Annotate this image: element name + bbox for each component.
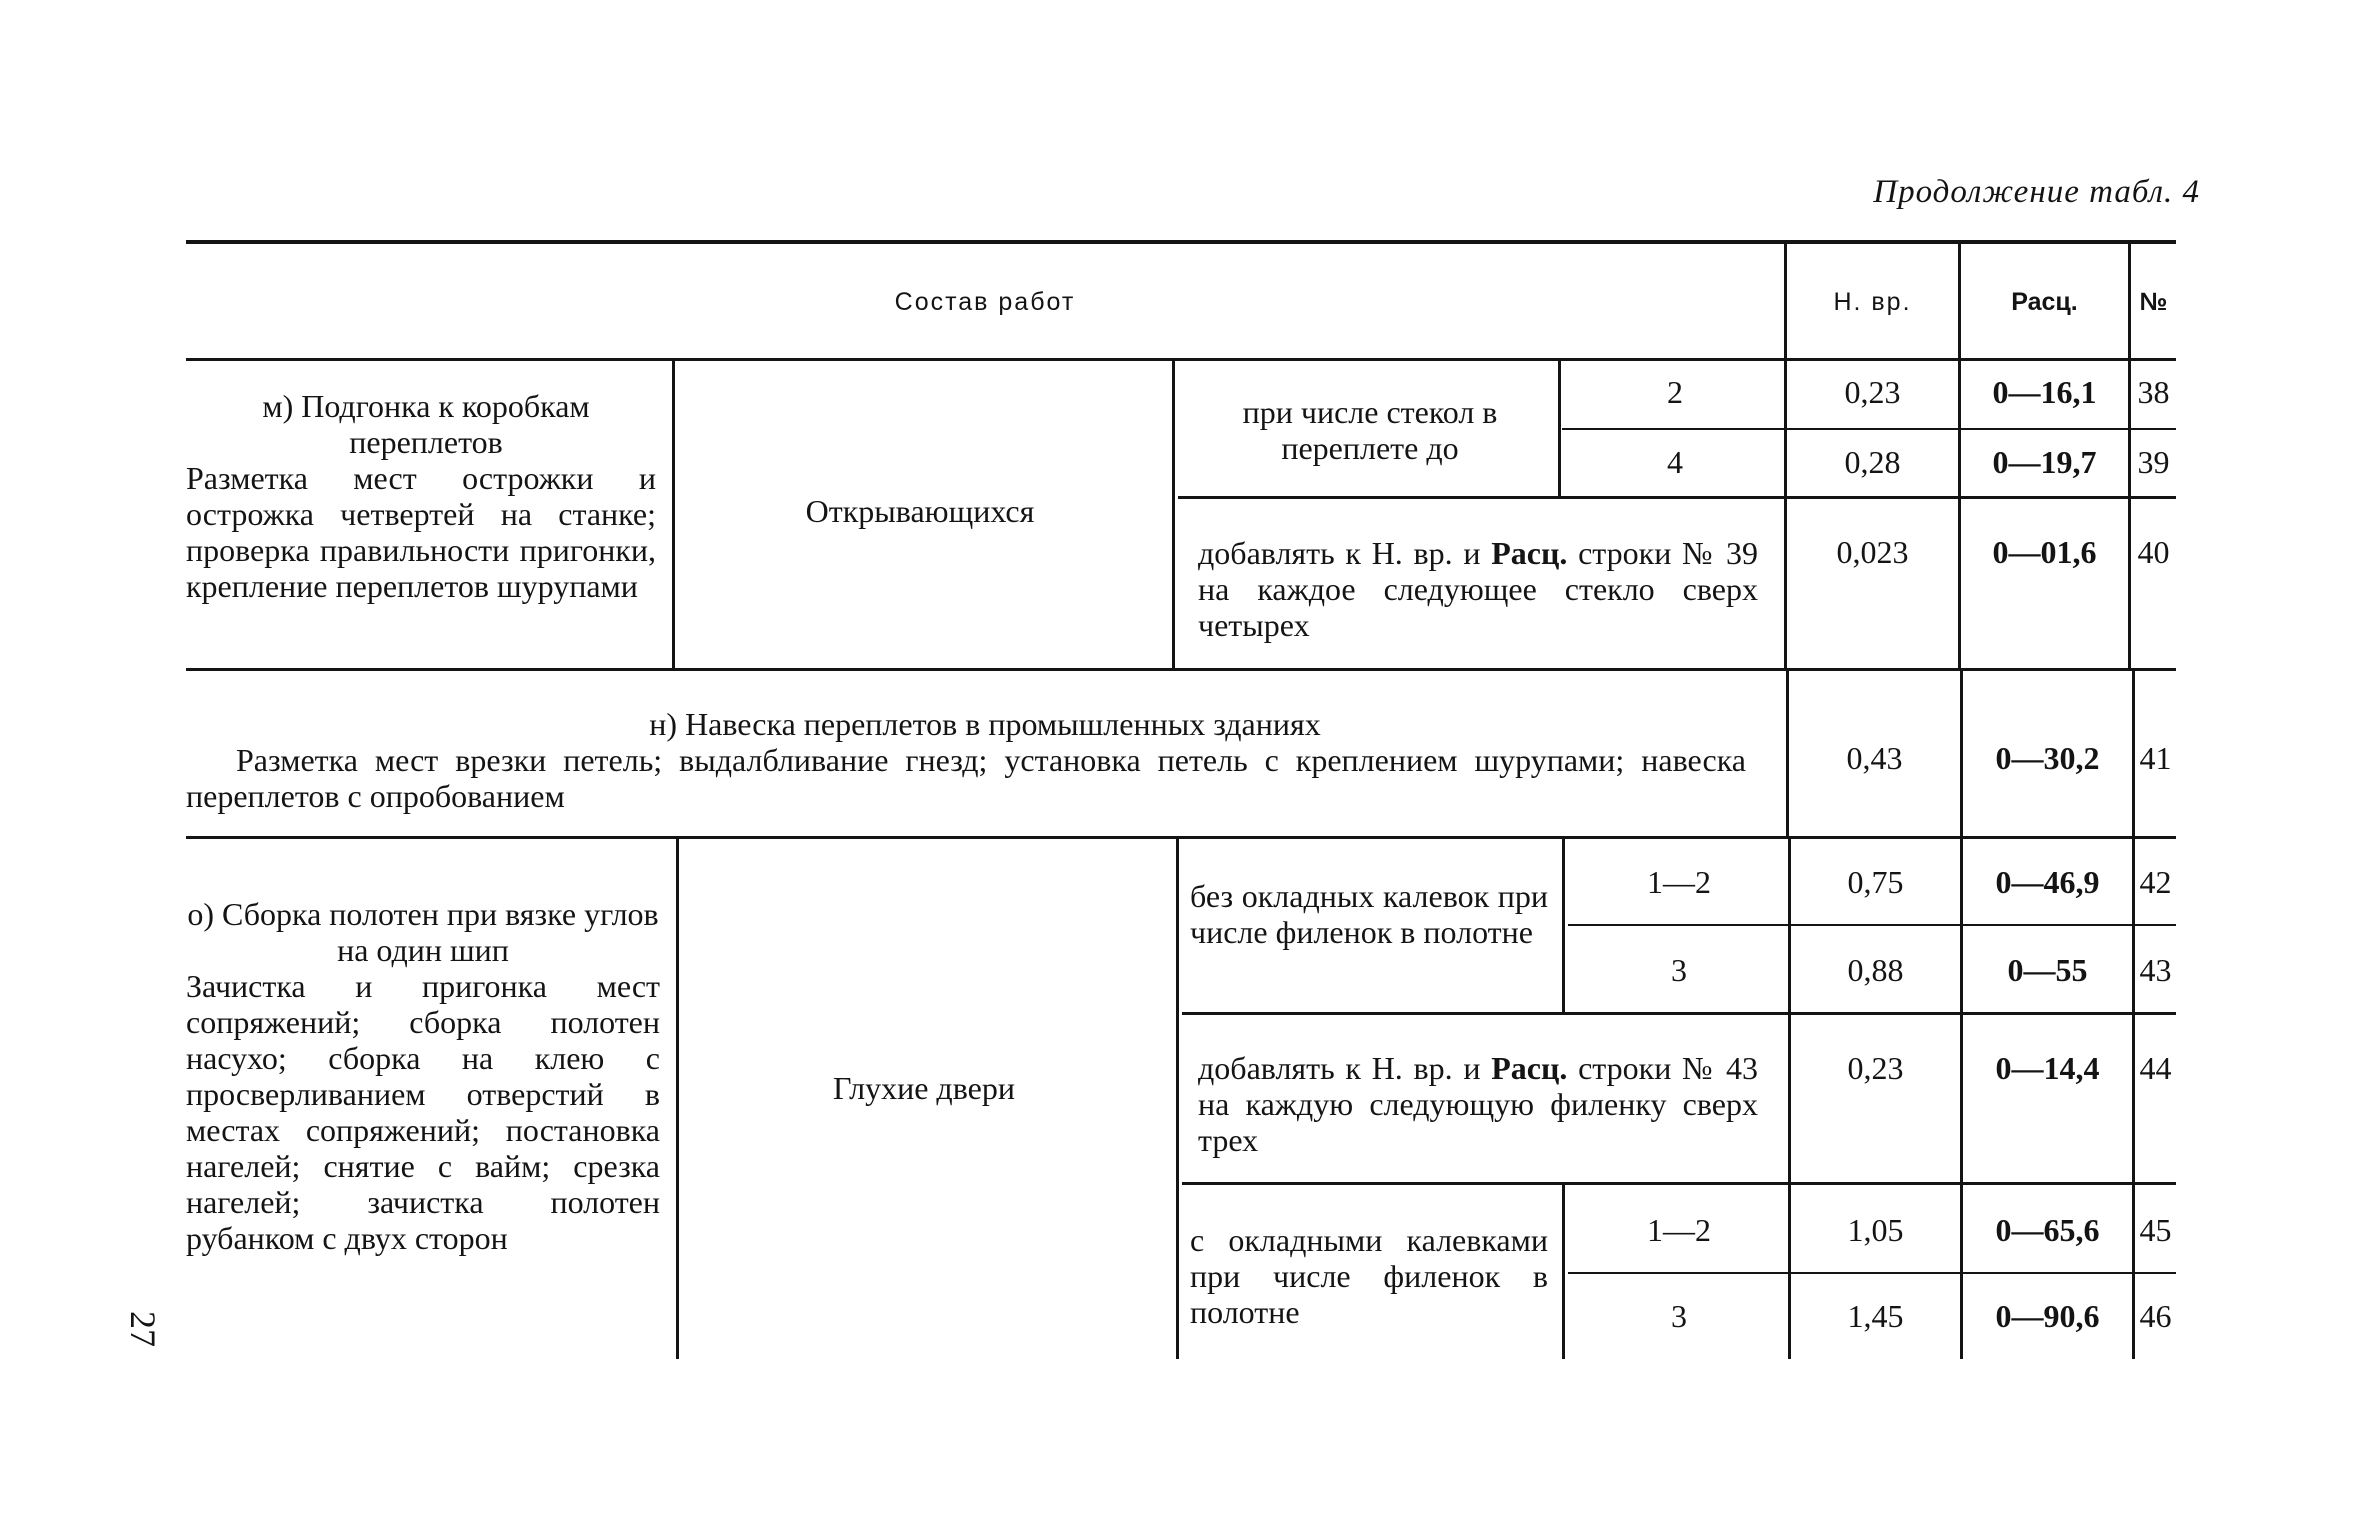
row-43-rate: 0—55: [2007, 952, 2088, 988]
row-39-time: 0,28: [1844, 444, 1901, 480]
header-time: Н. вр.: [1833, 288, 1912, 316]
row-40-text-bold: Расц.: [1491, 535, 1568, 571]
row-44-text-post: строки № 43 на каждую следующую филенку сверх трех: [1198, 1050, 1759, 1158]
section-m-title: м) Подгонка к коробкам переплетов: [262, 388, 590, 460]
row-45-rate: 0—65,6: [1995, 1212, 2100, 1248]
header-rate: Расц.: [2011, 288, 2078, 316]
row-40-text: [1198, 535, 1758, 643]
o-vrule-time: [1788, 839, 1791, 1359]
section-m-type: Открывающихся: [805, 493, 1035, 529]
o-vrule-count-1: [1562, 839, 1565, 1012]
row-42-rate: 0—46,9: [1995, 864, 2100, 900]
row-46-rate: 0—90,6: [1995, 1298, 2100, 1334]
row-46-time: 1,45: [1847, 1298, 1904, 1334]
section-o-title: о) Сборка полотен при вязке углов на один шип: [187, 896, 659, 968]
row-39-count: 4: [1667, 444, 1683, 480]
row-44-time: 0,23: [1847, 1050, 1904, 1086]
section-o-group2-condition: с окладными калевками при числе филенок в полотне: [1190, 1222, 1548, 1330]
row-40-no: 40: [2137, 534, 2170, 570]
row-44-rate: 0—14,4: [1995, 1050, 2100, 1086]
row-46-count: 3: [1671, 1298, 1687, 1334]
row-41-time: 0,43: [1846, 740, 1903, 776]
o-vrule-count-2: [1562, 1185, 1565, 1359]
row-39-rate: 0—19,7: [1992, 444, 2097, 480]
o-vrule-no: [2132, 839, 2135, 1359]
section-m-condition: при числе стекол в переплете до: [1242, 394, 1498, 466]
row-43-no: 43: [2139, 952, 2172, 988]
o-subrule-43: [1182, 1012, 2176, 1015]
table-top-rule: [186, 240, 2176, 244]
m-subrule-39: [1178, 496, 2176, 499]
row-39-no: 39: [2137, 444, 2170, 480]
header-no: №: [2139, 288, 2168, 316]
row-44-no: 44: [2139, 1050, 2172, 1086]
section-n-description: Разметка мест врезки петель; выдалбливание гнезд; установка петель с креплением шурупами; навеска переплетов с опробованием: [186, 742, 1746, 814]
o-subrule-44: [1182, 1182, 2176, 1185]
section-n-title: н) Навеска переплетов в промышленных зданиях: [649, 706, 1321, 742]
m-subrule-38: [1562, 428, 2176, 430]
row-44-text-bold: Расц.: [1491, 1050, 1568, 1086]
row-38-time: 0,23: [1844, 374, 1901, 410]
m-bottom-rule: [186, 668, 2176, 671]
row-38-count: 2: [1667, 374, 1683, 410]
row-45-count: 1—2: [1647, 1212, 1711, 1248]
page-number: 27: [123, 1311, 163, 1347]
row-42-count: 1—2: [1647, 864, 1711, 900]
row-38-rate: 0—16,1: [1992, 374, 2097, 410]
row-40-text-pre: добавлять к Н. вр. и: [1198, 535, 1492, 571]
section-m-description: Разметка мест острожки и острожка четвертей на станке; проверка правильности пригонки, крепление переплетов шурупами: [186, 460, 656, 604]
row-40-time: 0,023: [1836, 534, 1909, 570]
row-42-time: 0,75: [1847, 864, 1904, 900]
n-bottom-rule: [186, 836, 2176, 839]
row-46-no: 46: [2139, 1298, 2172, 1334]
header-bottom-rule: [186, 358, 2176, 361]
row-44-text: [1198, 1050, 1758, 1158]
header-work: Состав работ: [894, 288, 1076, 316]
o-vrule-rate: [1960, 839, 1963, 1359]
o-vrule-desc: [676, 839, 679, 1359]
section-o-type: Глухие двери: [833, 1070, 1015, 1106]
o-subrule-42: [1568, 924, 2176, 926]
row-43-count: 3: [1671, 952, 1687, 988]
m-vrule-type: [1172, 361, 1175, 668]
row-45-time: 1,05: [1847, 1212, 1904, 1248]
row-41-rate: 0—30,2: [1995, 740, 2100, 776]
row-45-no: 45: [2139, 1212, 2172, 1248]
section-o-description: Зачистка и пригонка мест сопряжений; сборка полотен насухо; сборка на клею с просверливанием отверстий в местах сопряжений; постановка нагелей; снятие с вайм; срезка нагелей; зачистка полотен рубанком с двух сторон: [186, 968, 660, 1256]
o-subrule-45: [1568, 1272, 2176, 1274]
m-vrule-desc: [672, 361, 675, 668]
row-44-text-pre: добавлять к Н. вр. и: [1198, 1050, 1492, 1086]
row-40-rate: 0—01,6: [1992, 534, 2097, 570]
row-40-text-post: строки № 39 на каждое следующее стекло сверх четырех: [1198, 535, 1759, 643]
m-vrule-count: [1558, 361, 1561, 496]
row-41-no: 41: [2139, 740, 2172, 776]
row-43-time: 0,88: [1847, 952, 1904, 988]
o-vrule-type: [1176, 839, 1179, 1359]
row-38-no: 38: [2137, 374, 2170, 410]
table-caption: Продолжение табл. 4: [1873, 174, 2200, 210]
section-o-group1-condition: без окладных калевок при числе филенок в полотне: [1190, 878, 1548, 950]
row-42-no: 42: [2139, 864, 2172, 900]
